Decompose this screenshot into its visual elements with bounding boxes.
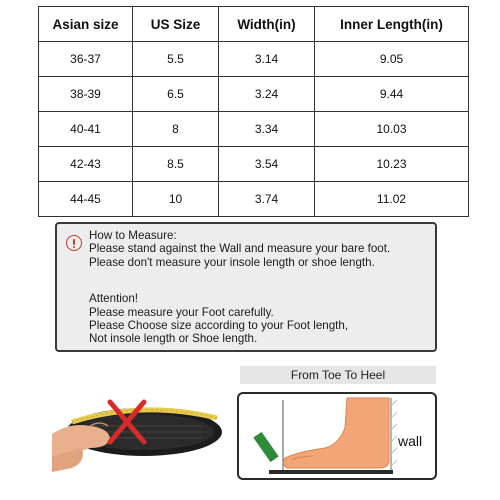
cell-us-size: 10 <box>133 182 219 217</box>
attention-heading: Attention! <box>89 292 138 306</box>
cell-inner-length: 11.02 <box>315 182 469 217</box>
attention-line: Please Choose size according to your Foot length, <box>89 319 349 333</box>
cell-width: 3.74 <box>219 182 315 217</box>
attention-line: Please measure your Foot carefully. <box>89 305 274 319</box>
cell-us-size: 6.5 <box>133 77 219 112</box>
wall-label: wall <box>398 433 423 449</box>
table-row <box>39 147 469 182</box>
table-row <box>39 77 469 112</box>
table-row <box>39 42 469 77</box>
cell-inner-length: 9.44 <box>315 77 469 112</box>
cell-width: 3.24 <box>219 77 315 112</box>
header-width: Width(in) <box>219 7 315 42</box>
cell-asian-size: 44-45 <box>39 182 133 217</box>
how-to-measure-box <box>55 222 437 352</box>
table-row <box>39 182 469 217</box>
cell-inner-length: 9.05 <box>315 42 469 77</box>
header-inner-length: Inner Length(in) <box>315 7 469 42</box>
cell-asian-size: 42-43 <box>39 147 133 182</box>
cell-asian-size: 40-41 <box>39 112 133 147</box>
table-header-row <box>39 7 469 42</box>
from-toe-to-heel-banner: From Toe To Heel <box>240 366 436 384</box>
insole-measuring-photo <box>52 392 222 480</box>
cell-us-size: 5.5 <box>133 42 219 77</box>
attention-line: Not insole length or Shoe length. <box>89 332 258 346</box>
cell-inner-length: 10.03 <box>315 112 469 147</box>
cell-asian-size: 38-39 <box>39 77 133 112</box>
cell-width: 3.14 <box>219 42 315 77</box>
header-us-size: US Size <box>133 7 219 42</box>
measure-instructions <box>89 229 390 346</box>
measure-instruction-line: Please don't measure your insole length or shoe length. <box>89 255 375 269</box>
warning-exclamation-icon <box>66 235 82 251</box>
size-chart-table <box>38 6 469 217</box>
cell-us-size: 8 <box>133 112 219 147</box>
foot-against-wall-diagram <box>237 392 437 480</box>
cell-us-size: 8.5 <box>133 147 219 182</box>
measure-heading: How to Measure: <box>89 229 177 242</box>
header-asian-size: Asian size <box>39 7 133 42</box>
measure-instruction-line: Please stand against the Wall and measure your bare foot. <box>89 242 391 256</box>
cell-width: 3.34 <box>219 112 315 147</box>
table-row <box>39 112 469 147</box>
cell-inner-length: 10.23 <box>315 147 469 182</box>
cell-width: 3.54 <box>219 147 315 182</box>
cell-asian-size: 36-37 <box>39 42 133 77</box>
